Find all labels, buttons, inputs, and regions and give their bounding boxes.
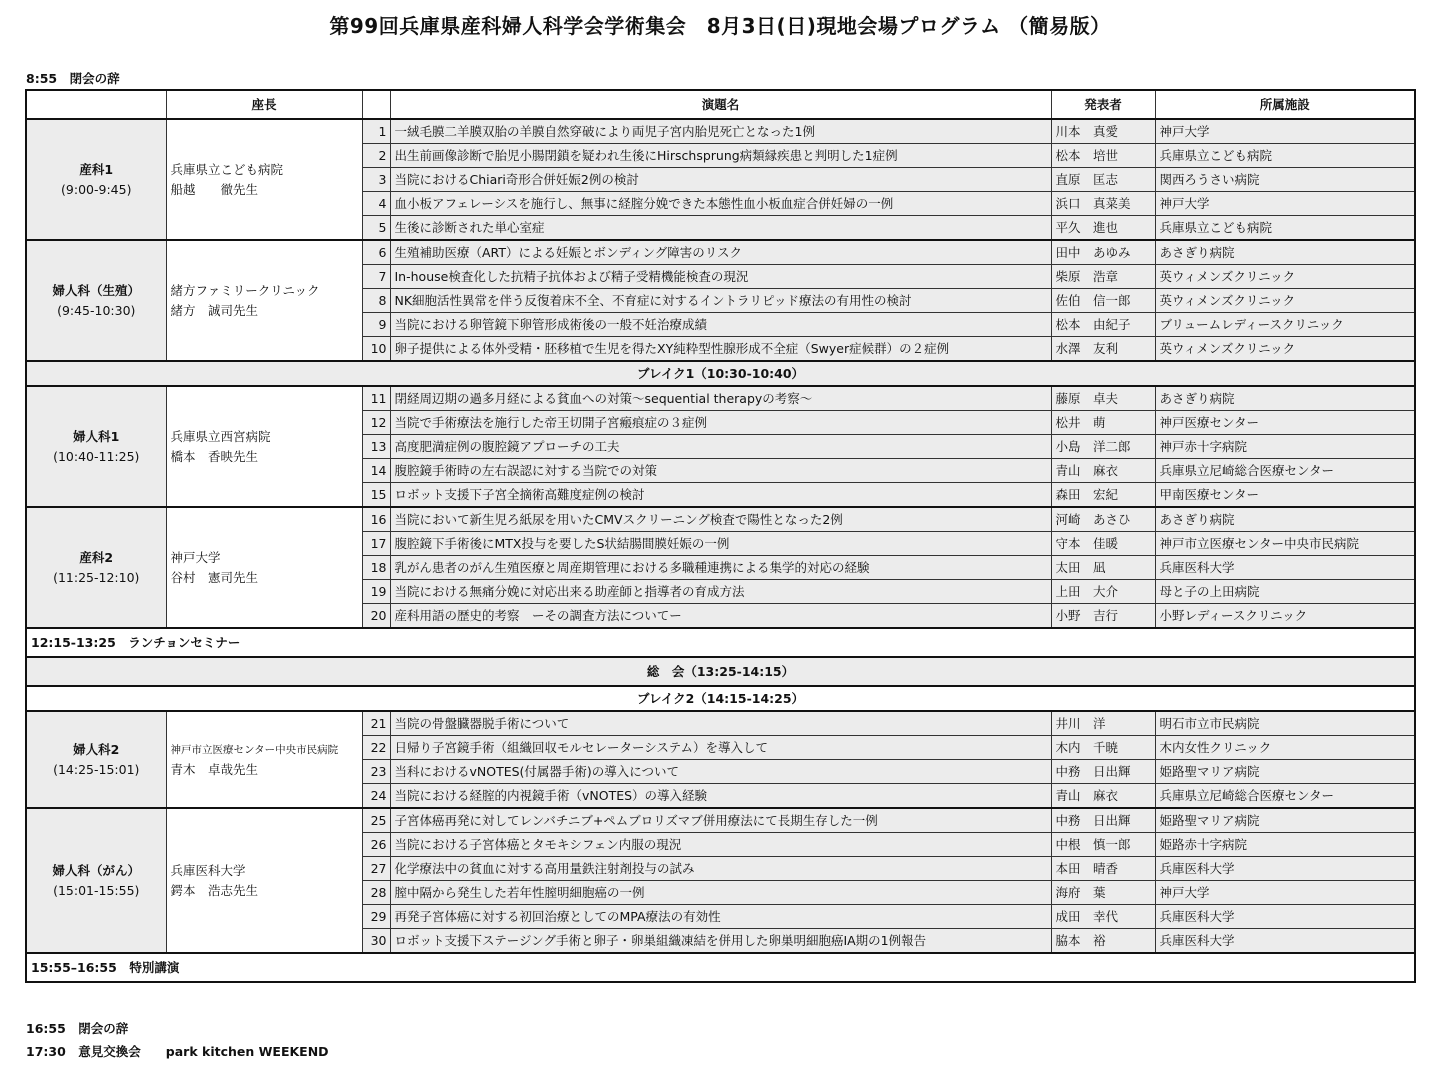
talk-presenter: 浜口 真菜美 <box>1051 192 1155 216</box>
talk-title: ロボット支援下ステージング手術と卵子・卵巣組織凍結を併用した卵巣明細胞癌IA期の1例報告 <box>390 929 1051 954</box>
talk-affiliation: 英ウィメンズクリニック <box>1155 289 1415 313</box>
session-name: 婦人科1 <box>73 428 120 444</box>
talk-number: 10 <box>362 337 390 362</box>
talk-number: 6 <box>362 240 390 265</box>
talk-affiliation: あさぎり病院 <box>1155 507 1415 532</box>
talk-number: 14 <box>362 459 390 483</box>
session-time: (9:00-9:45) <box>61 181 132 197</box>
talk-number: 17 <box>362 532 390 556</box>
break-1-banner-row <box>26 361 1415 386</box>
talk-affiliation: 神戸大学 <box>1155 881 1415 905</box>
talk-affiliation: 英ウィメンズクリニック <box>1155 337 1415 362</box>
talk-presenter: 松本 由紀子 <box>1051 313 1155 337</box>
talk-affiliation: ブリュームレディースクリニック <box>1155 313 1415 337</box>
header-session <box>26 90 166 119</box>
talk-presenter: 田中 あゆみ <box>1051 240 1155 265</box>
talk-presenter: 川本 真愛 <box>1051 119 1155 144</box>
talk-row <box>26 386 1415 411</box>
talk-title: 産科用語の歴史的考察 ーその調査方法についてー <box>390 604 1051 629</box>
talk-title: 腹腔鏡手術時の左右誤認に対する当院での対策 <box>390 459 1051 483</box>
talk-title: 当院で手術療法を施行した帝王切開子宮瘢痕症の３症例 <box>390 411 1051 435</box>
talk-presenter: 太田 凪 <box>1051 556 1155 580</box>
session-time: (14:25-15:01) <box>53 761 140 777</box>
chair-organization: 兵庫県立こども病院 <box>170 161 284 177</box>
general-meeting-banner: 総 会（13:25-14:15） <box>26 657 1415 686</box>
talk-number: 7 <box>362 265 390 289</box>
talk-presenter: 松井 萌 <box>1051 411 1155 435</box>
special-lecture-row <box>26 953 1415 982</box>
session-name: 婦人科2 <box>73 741 120 757</box>
talk-row <box>26 119 1415 144</box>
header-presenter: 発表者 <box>1051 90 1155 119</box>
talk-number: 20 <box>362 604 390 629</box>
talk-presenter: 中根 慎一郎 <box>1051 833 1155 857</box>
talk-presenter: 森田 宏紀 <box>1051 483 1155 508</box>
talk-title: 子宮体癌再発に対してレンバチニブ+ペムブロリズマブ併用療法にて長期生存した一例 <box>390 808 1051 833</box>
talk-title: 再発子宮体癌に対する初回治療としてのMPA療法の有効性 <box>390 905 1051 929</box>
talk-number: 8 <box>362 289 390 313</box>
session-cell <box>26 119 166 240</box>
talk-affiliation: 兵庫医科大学 <box>1155 556 1415 580</box>
talk-row <box>26 240 1415 265</box>
talk-number: 11 <box>362 386 390 411</box>
break-1-banner: ブレイク1（10:30-10:40） <box>26 361 1415 386</box>
header-chair: 座長 <box>166 90 362 119</box>
page-title: 第99回兵庫県産科婦人科学会学術集会 8月3日(日)現地会場プログラム （簡易版） <box>329 14 1111 38</box>
talk-presenter: 海府 葉 <box>1051 881 1155 905</box>
session-name: 婦人科（がん） <box>52 862 140 878</box>
talk-presenter: 佐伯 信一郎 <box>1051 289 1155 313</box>
opening-remarks: 8:55 閉会の辞 <box>26 71 120 86</box>
talk-number: 5 <box>362 216 390 241</box>
talk-affiliation: 神戸大学 <box>1155 192 1415 216</box>
talk-affiliation: 兵庫県立こども病院 <box>1155 144 1415 168</box>
chair-cell <box>166 507 362 628</box>
talk-affiliation: 姫路聖マリア病院 <box>1155 808 1415 833</box>
talk-title: ロボット支援下子宮全摘術高難度症例の検討 <box>390 483 1051 508</box>
talk-number: 19 <box>362 580 390 604</box>
talk-presenter: 河崎 あさひ <box>1051 507 1155 532</box>
chair-name: 青木 卓哉先生 <box>170 761 259 777</box>
talk-title: 当科におけるvNOTES(付属器手術)の導入について <box>390 760 1051 784</box>
talk-number: 30 <box>362 929 390 954</box>
talk-affiliation: 兵庫医科大学 <box>1155 857 1415 881</box>
talk-row <box>26 808 1415 833</box>
session-name: 産科1 <box>79 161 114 177</box>
talk-title: 膣中隔から発生した若年性膣明細胞癌の一例 <box>390 881 1051 905</box>
talk-presenter: 守本 佳暖 <box>1051 532 1155 556</box>
chair-cell <box>166 808 362 953</box>
break-2-banner-row <box>26 686 1415 711</box>
talk-number: 21 <box>362 711 390 736</box>
session-cell <box>26 808 166 953</box>
chair-organization: 神戸大学 <box>170 549 221 565</box>
closing-remarks: 16:55 閉会の辞 <box>26 1021 129 1036</box>
talk-affiliation: 甲南医療センター <box>1155 483 1415 508</box>
chair-name: 緒方 誠司先生 <box>170 302 259 318</box>
break-2-banner: ブレイク2（14:15-14:25） <box>26 686 1415 711</box>
talk-affiliation: 木内女性クリニック <box>1155 736 1415 760</box>
session-cell <box>26 240 166 361</box>
talk-number: 25 <box>362 808 390 833</box>
chair-organization: 兵庫県立西宮病院 <box>170 428 271 444</box>
talk-number: 15 <box>362 483 390 508</box>
talk-presenter: 井川 洋 <box>1051 711 1155 736</box>
program-body <box>26 119 1415 982</box>
talk-title: 当院における子宮体癌とタモキシフェン内服の現況 <box>390 833 1051 857</box>
talk-affiliation: 母と子の上田病院 <box>1155 580 1415 604</box>
talk-number: 12 <box>362 411 390 435</box>
talk-title: 出生前画像診断で胎児小腸閉鎖を疑われ生後にHirschsprung病類縁疾患と判明した1症例 <box>390 144 1051 168</box>
talk-number: 1 <box>362 119 390 144</box>
talk-presenter: 脇本 裕 <box>1051 929 1155 954</box>
talk-number: 13 <box>362 435 390 459</box>
talk-number: 18 <box>362 556 390 580</box>
talk-number: 9 <box>362 313 390 337</box>
session-time: (9:45-10:30) <box>57 302 136 318</box>
talk-presenter: 上田 大介 <box>1051 580 1155 604</box>
talk-presenter: 小島 洋二郎 <box>1051 435 1155 459</box>
talk-affiliation: 神戸赤十字病院 <box>1155 435 1415 459</box>
talk-presenter: 水澤 友利 <box>1051 337 1155 362</box>
talk-affiliation: 関西ろうさい病院 <box>1155 168 1415 192</box>
talk-presenter: 青山 麻衣 <box>1051 459 1155 483</box>
session-time: (11:25-12:10) <box>53 569 140 585</box>
talk-affiliation: 姫路赤十字病院 <box>1155 833 1415 857</box>
talk-presenter: 柴原 浩章 <box>1051 265 1155 289</box>
talk-affiliation: あさぎり病院 <box>1155 240 1415 265</box>
chair-cell <box>166 119 362 240</box>
talk-title: 当院における卵管鏡下卵管形成術後の一般不妊治療成績 <box>390 313 1051 337</box>
talk-title: 当院におけるChiari奇形合併妊娠2例の検討 <box>390 168 1051 192</box>
chair-organization: 兵庫医科大学 <box>170 862 246 878</box>
session-time: (10:40-11:25) <box>53 448 140 464</box>
talk-number: 27 <box>362 857 390 881</box>
talk-presenter: 小野 吉行 <box>1051 604 1155 629</box>
talk-presenter: 成田 幸代 <box>1051 905 1155 929</box>
talk-title: NK細胞活性異常を伴う反復着床不全、不育症に対するイントラリピッド療法の有用性の検討 <box>390 289 1051 313</box>
talk-title: 一絨毛膜二羊膜双胎の羊膜自然穿破により両児子宮内胎児死亡となった1例 <box>390 119 1051 144</box>
talk-presenter: 木内 千暁 <box>1051 736 1155 760</box>
talk-affiliation: 神戸市立医療センター中央市民病院 <box>1155 532 1415 556</box>
talk-affiliation: 姫路聖マリア病院 <box>1155 760 1415 784</box>
talk-title: 卵子提供による体外受精・胚移植で生児を得たXY純粋型性腺形成不全症（Swyer症候群）の２症例 <box>390 337 1051 362</box>
header-title: 演題名 <box>390 90 1051 119</box>
talk-title: 化学療法中の貧血に対する高用量鉄注射剤投与の試み <box>390 857 1051 881</box>
talk-title: In-house検査化した抗精子抗体および精子受精機能検査の現況 <box>390 265 1051 289</box>
program-table <box>25 89 1416 983</box>
session-time: (15:01-15:55) <box>53 882 140 898</box>
talk-presenter: 直原 匡志 <box>1051 168 1155 192</box>
talk-affiliation: 兵庫県立こども病院 <box>1155 216 1415 241</box>
talk-title: 日帰り子宮鏡手術（組織回収モルセレーターシステム）を導入して <box>390 736 1051 760</box>
talk-affiliation: 兵庫県立尼崎総合医療センター <box>1155 459 1415 483</box>
talk-number: 16 <box>362 507 390 532</box>
talk-number: 23 <box>362 760 390 784</box>
talk-affiliation: 兵庫医科大学 <box>1155 929 1415 954</box>
chair-cell <box>166 240 362 361</box>
talk-number: 4 <box>362 192 390 216</box>
talk-title: 生殖補助医療（ART）による妊娠とボンディング障害のリスク <box>390 240 1051 265</box>
talk-presenter: 中務 日出輝 <box>1051 808 1155 833</box>
talk-title: 生後に診断された単心室症 <box>390 216 1051 241</box>
header-affiliation: 所属施設 <box>1155 90 1415 119</box>
session-name: 婦人科（生殖） <box>52 282 140 298</box>
talk-title: 血小板アフェレーシスを施行し、無事に経腟分娩できた本態性血小板血症合併妊婦の一例 <box>390 192 1051 216</box>
talk-number: 26 <box>362 833 390 857</box>
talk-presenter: 中務 日出輝 <box>1051 760 1155 784</box>
talk-row <box>26 711 1415 736</box>
talk-affiliation: 兵庫県立尼崎総合医療センター <box>1155 784 1415 809</box>
reception-info: 17:30 意見交換会 park kitchen WEEKEND <box>26 1044 329 1059</box>
special-lecture: 15:55–16:55 特別講演 <box>26 953 1415 982</box>
session-cell <box>26 711 166 808</box>
header-number <box>362 90 390 119</box>
talk-affiliation: あさぎり病院 <box>1155 386 1415 411</box>
talk-title: 当院における経腟的内視鏡手術（vNOTES）の導入経験 <box>390 784 1051 809</box>
talk-affiliation: 神戸大学 <box>1155 119 1415 144</box>
talk-number: 28 <box>362 881 390 905</box>
talk-number: 2 <box>362 144 390 168</box>
session-cell <box>26 507 166 628</box>
talk-affiliation: 明石市立市民病院 <box>1155 711 1415 736</box>
talk-affiliation: 兵庫医科大学 <box>1155 905 1415 929</box>
talk-title: 当院において新生児ろ紙尿を用いたCMVスクリーニング検査で陽性となった2例 <box>390 507 1051 532</box>
chair-cell <box>166 386 362 507</box>
talk-presenter: 松本 培世 <box>1051 144 1155 168</box>
chair-organization: 緒方ファミリークリニック <box>170 282 320 298</box>
talk-title: 乳がん患者のがん生殖医療と周産期管理における多職種連携による集学的対応の経験 <box>390 556 1051 580</box>
chair-name: 鍔本 浩志先生 <box>170 882 259 898</box>
talk-number: 24 <box>362 784 390 809</box>
general-meeting-banner-row <box>26 657 1415 686</box>
chair-name: 船越 徹先生 <box>170 181 259 197</box>
table-header-row <box>26 90 1415 119</box>
talk-title: 高度肥満症例の腹腔鏡アプローチの工夫 <box>390 435 1051 459</box>
talk-number: 3 <box>362 168 390 192</box>
talk-number: 22 <box>362 736 390 760</box>
talk-title: 当院の骨盤臓器脱手術について <box>390 711 1051 736</box>
talk-affiliation: 小野レディースクリニック <box>1155 604 1415 629</box>
talk-title: 腹腔鏡下手術後にMTX投与を要したS状結腸間膜妊娠の一例 <box>390 532 1051 556</box>
talk-affiliation: 英ウィメンズクリニック <box>1155 265 1415 289</box>
chair-name: 谷村 憲司先生 <box>170 569 259 585</box>
chair-name: 橋本 香映先生 <box>170 448 259 464</box>
talk-title: 閉経周辺期の過多月経による貧血への対策〜sequential therapyの考察〜 <box>390 386 1051 411</box>
chair-cell <box>166 711 362 808</box>
talk-presenter: 平久 進也 <box>1051 216 1155 241</box>
talk-presenter: 青山 麻衣 <box>1051 784 1155 809</box>
luncheon-seminar-row <box>26 628 1415 657</box>
talk-row <box>26 507 1415 532</box>
chair-organization: 神戸市立医療センター中央市民病院 <box>170 743 339 756</box>
talk-presenter: 本田 晴香 <box>1051 857 1155 881</box>
session-name: 産科2 <box>79 549 114 565</box>
talk-presenter: 藤原 卓夫 <box>1051 386 1155 411</box>
talk-number: 29 <box>362 905 390 929</box>
luncheon-seminar: 12:15-13:25 ランチョンセミナー <box>26 628 1415 657</box>
talk-title: 当院における無痛分娩に対応出来る助産師と指導者の育成方法 <box>390 580 1051 604</box>
session-cell <box>26 386 166 507</box>
talk-affiliation: 神戸医療センター <box>1155 411 1415 435</box>
